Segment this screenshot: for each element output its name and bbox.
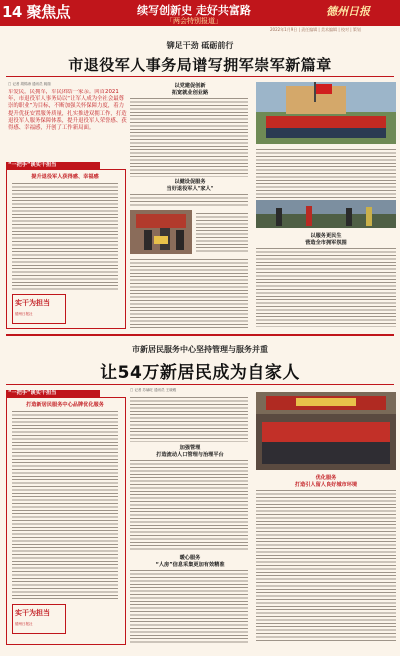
article1-byline: □ 记者 胡锦涛 通讯员 姚瑞 bbox=[8, 82, 51, 86]
article1-sidebar-lead: 提升退役军人获得感、幸福感 bbox=[31, 174, 99, 180]
group-photo bbox=[256, 392, 396, 470]
article2-col3-text bbox=[256, 489, 396, 643]
article1-kicker: 铆足干劲 砥砺前行 bbox=[166, 41, 234, 50]
article1-col2-text bbox=[130, 97, 248, 177]
headline2-divider bbox=[6, 384, 394, 385]
seal-stamp-2 bbox=[12, 604, 66, 634]
dateline: 2022年1月9日 | 责任编辑 | 美术编辑 | 校对 | 策划 bbox=[270, 27, 361, 32]
article1-sidebar-text bbox=[12, 182, 118, 292]
article2-col2-text-b bbox=[130, 569, 248, 643]
article2-intro-text bbox=[130, 396, 248, 442]
article1-col2-text-c bbox=[196, 212, 248, 254]
section-divider bbox=[6, 334, 394, 336]
article1-col3-text bbox=[256, 148, 396, 198]
headline-divider bbox=[6, 76, 394, 77]
seal-text-2: 实干为担当 bbox=[15, 608, 50, 617]
article2-headline: 让54万新居民成为自家人 bbox=[100, 363, 300, 383]
article2-byline: □ 记者 苏赫旺 通讯员 王晓雅 bbox=[130, 388, 177, 392]
section-title: 14 聚焦点 bbox=[2, 3, 71, 21]
masthead-slogan: 续写创新史 走好共富路 bbox=[137, 4, 251, 17]
article2-col2-text bbox=[130, 459, 248, 551]
article1-sidebar-tag: “一把手”谈实干担当 bbox=[6, 162, 100, 169]
paper-logo: 德州日报 bbox=[326, 5, 370, 18]
article2-sidebar-lead: 打造新居民服务中心品牌优化服务 bbox=[26, 402, 104, 408]
outreach-event-photo bbox=[256, 200, 396, 228]
article1-col2-text-b bbox=[130, 193, 248, 208]
seal-subtext: 德州日报社 bbox=[15, 312, 33, 316]
masthead-subtitle: 「两会特别报道」 bbox=[166, 17, 222, 25]
article2-subhead-2: 暖心服务 “人房”信息采集更加有效精准 bbox=[155, 555, 225, 568]
article1-subhead-3: 以服务更民生 营造全市拥军氛围 bbox=[305, 233, 347, 246]
article2-kicker: 市新居民服务中心坚持管理与服务并重 bbox=[132, 345, 268, 354]
article1-lead: 军爱民，民拥军，军民团结一家亲。回首2021年，市退役军人事务局以“让军人成为全社会最尊崇的职业”为目标，不断加强关怀保障力度，着力提升优抚安置服务质量，扎实推进双拥工作，打造退役军人服务保障体系，提升退役军人荣誉感、获得感、幸福感，开创了工作新局面。 bbox=[8, 89, 127, 132]
article2-sidebar-text bbox=[12, 410, 118, 600]
article1-col3-text-b bbox=[256, 247, 396, 327]
article1-subhead-1: 以党建促创新 拓宽就业创业路 bbox=[171, 83, 209, 96]
article2-subhead-3: 优化服务 打造引人留人良好城市环境 bbox=[294, 475, 358, 488]
article1-headline: 市退役军人事务局谱写拥军崇军新篇章 bbox=[68, 56, 332, 74]
award-ceremony-photo bbox=[130, 210, 192, 254]
article1-subhead-2: 以健设促服务 当好退役军人"家人" bbox=[166, 179, 214, 192]
volunteers-flag-photo bbox=[256, 82, 396, 144]
article1-col2-text-d bbox=[130, 258, 248, 328]
article2-sidebar-tag: “一把手”谈实干担当 bbox=[6, 390, 100, 397]
seal-text: 实干为担当 bbox=[15, 298, 50, 307]
article2-subhead-1: 加强管理 打造流动人口管理与治理平台 bbox=[156, 445, 224, 458]
seal-stamp bbox=[12, 294, 66, 324]
seal-subtext-2: 德州日报社 bbox=[15, 622, 33, 626]
